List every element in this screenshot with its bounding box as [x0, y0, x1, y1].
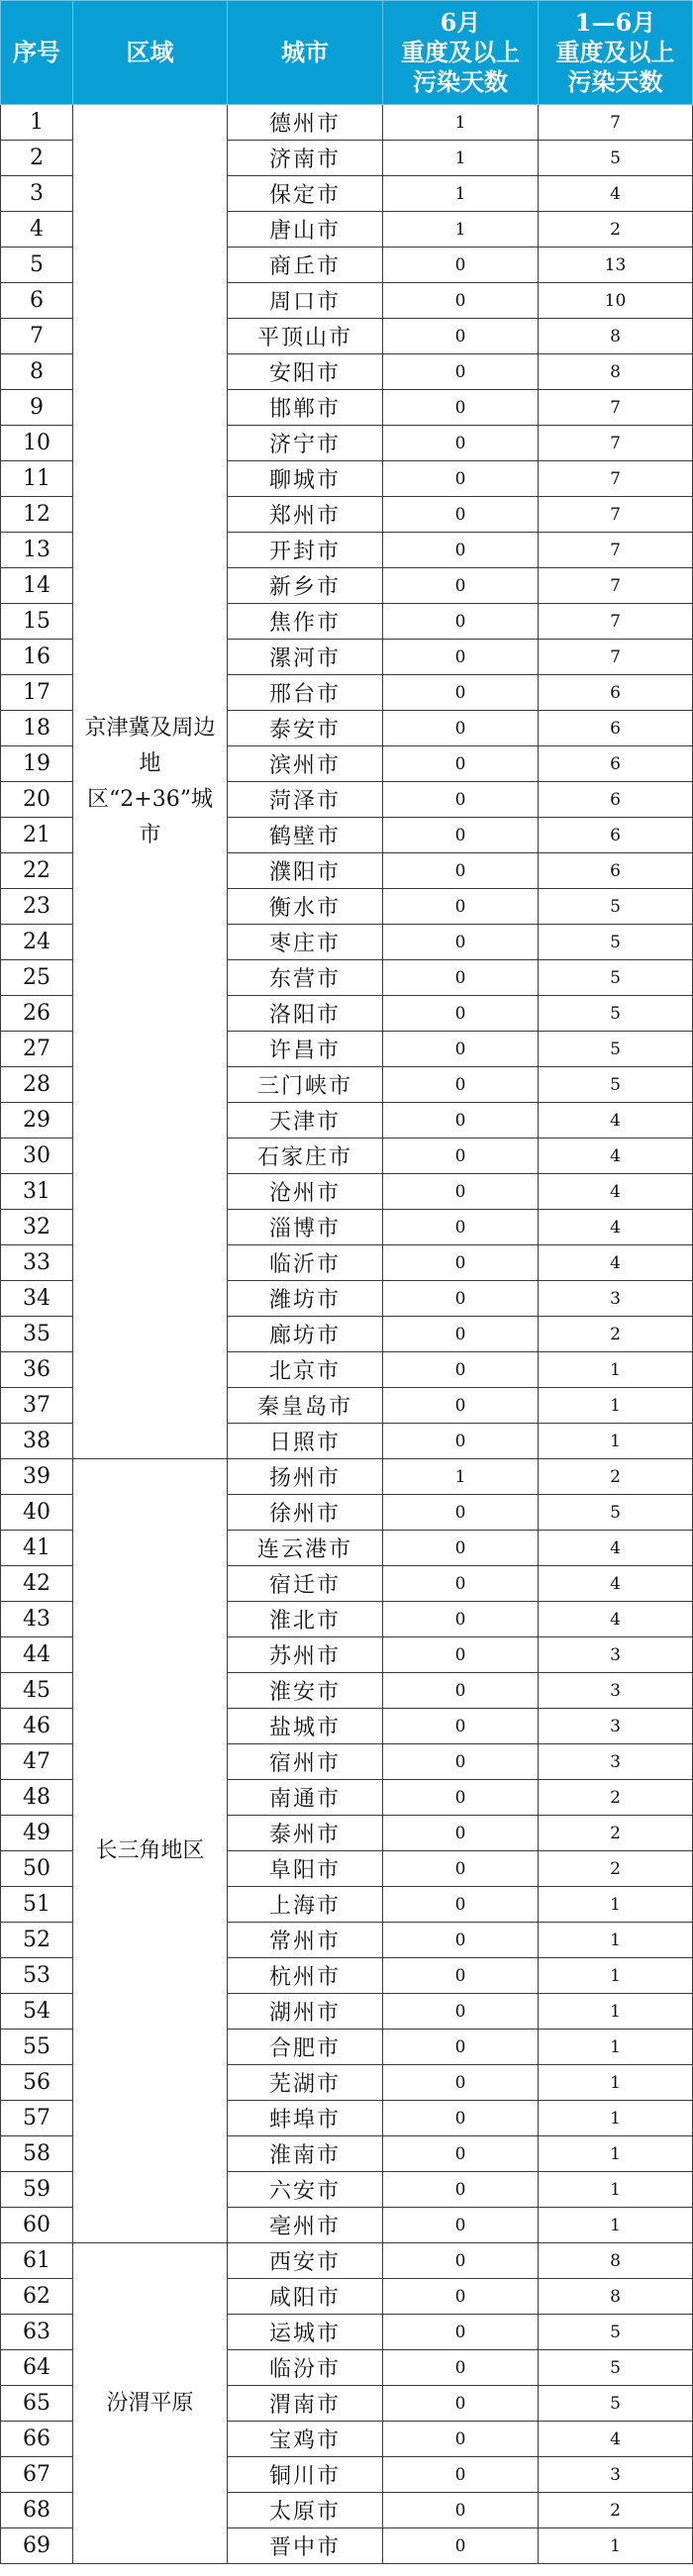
june-pollution-days: 0	[383, 1923, 539, 1958]
city-name: 淮北市	[228, 1602, 383, 1637]
june-pollution-days: 1	[383, 1459, 539, 1495]
june-pollution-days: 0	[383, 2457, 539, 2493]
city-name: 天津市	[228, 1103, 383, 1139]
row-number: 49	[1, 1816, 73, 1851]
city-name: 邢台市	[228, 675, 383, 711]
region-cell: 京津冀及周边地区“2+36”城市	[73, 105, 228, 1459]
june-pollution-days: 0	[383, 1673, 539, 1709]
row-number: 68	[1, 2493, 73, 2528]
row-number: 34	[1, 1281, 73, 1317]
city-name: 宿迁市	[228, 1566, 383, 1602]
city-name: 淄博市	[228, 1210, 383, 1245]
june-pollution-days: 0	[383, 1388, 539, 1424]
half-year-pollution-days: 7	[539, 533, 693, 568]
city-name: 六安市	[228, 2172, 383, 2208]
row-number: 28	[1, 1067, 73, 1103]
half-year-pollution-days: 6	[539, 746, 693, 782]
city-name: 阜阳市	[228, 1851, 383, 1887]
row-number: 2	[1, 141, 73, 176]
city-name: 上海市	[228, 1887, 383, 1923]
city-name: 东营市	[228, 960, 383, 996]
row-number: 62	[1, 2279, 73, 2315]
row-number: 64	[1, 2350, 73, 2386]
header-june-line-1: 6月	[440, 8, 481, 37]
june-pollution-days: 0	[383, 640, 539, 675]
june-pollution-days: 0	[383, 1174, 539, 1210]
half-year-pollution-days: 3	[539, 1281, 693, 1317]
half-year-pollution-days: 8	[539, 354, 693, 390]
row-number: 15	[1, 604, 73, 640]
june-pollution-days: 0	[383, 925, 539, 960]
june-pollution-days: 0	[383, 2208, 539, 2243]
june-pollution-days: 0	[383, 390, 539, 426]
row-number: 10	[1, 426, 73, 461]
row-number: 19	[1, 746, 73, 782]
header-row	[1, 1, 693, 105]
city-name: 平顶山市	[228, 319, 383, 354]
row-number: 21	[1, 818, 73, 853]
june-pollution-days: 0	[383, 889, 539, 925]
half-year-pollution-days: 4	[539, 1531, 693, 1566]
row-number: 23	[1, 889, 73, 925]
half-year-pollution-days: 10	[539, 283, 693, 319]
row-number: 67	[1, 2457, 73, 2493]
june-pollution-days: 0	[383, 2279, 539, 2315]
row-number: 50	[1, 1851, 73, 1887]
header-june-line-3: 污染天数	[413, 67, 508, 96]
row-number: 8	[1, 354, 73, 390]
row-number: 45	[1, 1673, 73, 1709]
row-number: 3	[1, 176, 73, 212]
row-number: 56	[1, 2065, 73, 2101]
half-year-pollution-days: 3	[539, 1744, 693, 1780]
row-number: 57	[1, 2101, 73, 2136]
city-name: 濮阳市	[228, 853, 383, 889]
city-name: 潍坊市	[228, 1281, 383, 1317]
june-pollution-days: 0	[383, 1887, 539, 1923]
june-pollution-days: 0	[383, 1780, 539, 1816]
june-pollution-days: 1	[383, 141, 539, 176]
half-year-pollution-days: 5	[539, 960, 693, 996]
row-number: 5	[1, 248, 73, 283]
city-name: 南通市	[228, 1780, 383, 1816]
city-name: 铜川市	[228, 2457, 383, 2493]
june-pollution-days: 0	[383, 283, 539, 319]
row-number: 37	[1, 1388, 73, 1424]
june-pollution-days: 0	[383, 2528, 539, 2564]
row-number: 35	[1, 1317, 73, 1352]
june-pollution-days: 0	[383, 426, 539, 461]
row-number: 54	[1, 1994, 73, 2030]
city-name: 济南市	[228, 141, 383, 176]
june-pollution-days: 0	[383, 248, 539, 283]
row-number: 4	[1, 212, 73, 248]
city-name: 泰安市	[228, 711, 383, 746]
june-pollution-days: 0	[383, 604, 539, 640]
table-body	[1, 105, 693, 2564]
header-region: 区域	[73, 1, 228, 105]
half-year-pollution-days: 2	[539, 2493, 693, 2528]
half-year-pollution-days: 7	[539, 426, 693, 461]
city-name: 洛阳市	[228, 996, 383, 1032]
row-number: 39	[1, 1459, 73, 1495]
half-year-pollution-days: 1	[539, 2172, 693, 2208]
row-number: 58	[1, 2136, 73, 2172]
june-pollution-days: 0	[383, 1495, 539, 1531]
city-name: 滨州市	[228, 746, 383, 782]
half-year-pollution-days: 5	[539, 2350, 693, 2386]
table-row	[1, 1459, 693, 1495]
city-name: 连云港市	[228, 1531, 383, 1566]
city-name: 宿州市	[228, 1744, 383, 1780]
city-name: 合肥市	[228, 2030, 383, 2065]
city-name: 扬州市	[228, 1459, 383, 1495]
half-year-pollution-days: 4	[539, 1139, 693, 1174]
city-name: 郑州市	[228, 497, 383, 533]
city-name: 廊坊市	[228, 1317, 383, 1352]
row-number: 52	[1, 1923, 73, 1958]
header-half-year	[539, 1, 693, 105]
half-year-pollution-days: 6	[539, 711, 693, 746]
city-name: 运城市	[228, 2315, 383, 2350]
june-pollution-days: 0	[383, 2422, 539, 2457]
june-pollution-days: 0	[383, 1245, 539, 1281]
row-number: 48	[1, 1780, 73, 1816]
june-pollution-days: 0	[383, 461, 539, 497]
city-name: 太原市	[228, 2493, 383, 2528]
june-pollution-days: 0	[383, 2172, 539, 2208]
half-year-pollution-days: 13	[539, 248, 693, 283]
city-name: 石家庄市	[228, 1139, 383, 1174]
half-year-pollution-days: 5	[539, 141, 693, 176]
row-number: 12	[1, 497, 73, 533]
row-number: 30	[1, 1139, 73, 1174]
june-pollution-days: 0	[383, 1994, 539, 2030]
june-pollution-days: 0	[383, 1851, 539, 1887]
june-pollution-days: 0	[383, 2386, 539, 2422]
header-city: 城市	[228, 1, 383, 105]
header-half-line-3: 污染天数	[567, 67, 663, 96]
city-name: 渭南市	[228, 2386, 383, 2422]
half-year-pollution-days: 2	[539, 1780, 693, 1816]
june-pollution-days: 0	[383, 568, 539, 604]
city-name: 亳州市	[228, 2208, 383, 2243]
row-number: 26	[1, 996, 73, 1032]
row-number: 11	[1, 461, 73, 497]
june-pollution-days: 0	[383, 319, 539, 354]
city-name: 商丘市	[228, 248, 383, 283]
region-cell: 长三角地区	[73, 1459, 228, 2243]
row-number: 41	[1, 1531, 73, 1566]
city-name: 保定市	[228, 176, 383, 212]
city-name: 焦作市	[228, 604, 383, 640]
row-number: 55	[1, 2030, 73, 2065]
row-number: 38	[1, 1424, 73, 1459]
row-number: 33	[1, 1245, 73, 1281]
june-pollution-days: 0	[383, 1210, 539, 1245]
city-name: 蚌埠市	[228, 2101, 383, 2136]
city-name: 淮安市	[228, 1673, 383, 1709]
city-name: 鹤壁市	[228, 818, 383, 853]
city-name: 苏州市	[228, 1637, 383, 1673]
half-year-pollution-days: 2	[539, 1851, 693, 1887]
row-number: 24	[1, 925, 73, 960]
june-pollution-days: 0	[383, 711, 539, 746]
half-year-pollution-days: 5	[539, 996, 693, 1032]
june-pollution-days: 0	[383, 996, 539, 1032]
june-pollution-days: 0	[383, 1067, 539, 1103]
half-year-pollution-days: 4	[539, 2422, 693, 2457]
june-pollution-days: 0	[383, 1709, 539, 1744]
row-number: 69	[1, 2528, 73, 2564]
row-number: 25	[1, 960, 73, 996]
city-name: 临沂市	[228, 1245, 383, 1281]
city-name: 宝鸡市	[228, 2422, 383, 2457]
city-name: 秦皇岛市	[228, 1388, 383, 1424]
row-number: 60	[1, 2208, 73, 2243]
half-year-pollution-days: 1	[539, 1388, 693, 1424]
half-year-pollution-days: 5	[539, 925, 693, 960]
city-name: 安阳市	[228, 354, 383, 390]
row-number: 29	[1, 1103, 73, 1139]
june-pollution-days: 0	[383, 2493, 539, 2528]
half-year-pollution-days: 1	[539, 2065, 693, 2101]
june-pollution-days: 0	[383, 746, 539, 782]
half-year-pollution-days: 8	[539, 2243, 693, 2279]
row-number: 9	[1, 390, 73, 426]
city-name: 泰州市	[228, 1816, 383, 1851]
half-year-pollution-days: 3	[539, 1709, 693, 1744]
table-row	[1, 2243, 693, 2279]
half-year-pollution-days: 1	[539, 2136, 693, 2172]
june-pollution-days: 1	[383, 212, 539, 248]
header-no: 序号	[1, 1, 73, 105]
city-name: 唐山市	[228, 212, 383, 248]
row-number: 16	[1, 640, 73, 675]
row-number: 1	[1, 105, 73, 141]
half-year-pollution-days: 1	[539, 1424, 693, 1459]
half-year-pollution-days: 1	[539, 1958, 693, 1994]
row-number: 32	[1, 1210, 73, 1245]
city-name: 晋中市	[228, 2528, 383, 2564]
half-year-pollution-days: 5	[539, 1495, 693, 1531]
city-name: 沧州市	[228, 1174, 383, 1210]
half-year-pollution-days: 7	[539, 497, 693, 533]
half-year-pollution-days: 6	[539, 782, 693, 818]
half-year-pollution-days: 7	[539, 461, 693, 497]
half-year-pollution-days: 4	[539, 176, 693, 212]
half-year-pollution-days: 1	[539, 2208, 693, 2243]
june-pollution-days: 0	[383, 1744, 539, 1780]
city-name: 三门峡市	[228, 1067, 383, 1103]
row-number: 31	[1, 1174, 73, 1210]
row-number: 22	[1, 853, 73, 889]
half-year-pollution-days: 5	[539, 2386, 693, 2422]
half-year-pollution-days: 1	[539, 1994, 693, 2030]
half-year-pollution-days: 5	[539, 889, 693, 925]
half-year-pollution-days: 1	[539, 2030, 693, 2065]
half-year-pollution-days: 2	[539, 212, 693, 248]
row-number: 53	[1, 1958, 73, 1994]
june-pollution-days: 0	[383, 818, 539, 853]
row-number: 14	[1, 568, 73, 604]
half-year-pollution-days: 8	[539, 319, 693, 354]
city-name: 常州市	[228, 1923, 383, 1958]
june-pollution-days: 0	[383, 1816, 539, 1851]
city-name: 盐城市	[228, 1709, 383, 1744]
city-name: 淮南市	[228, 2136, 383, 2172]
row-number: 66	[1, 2422, 73, 2457]
row-number: 44	[1, 1637, 73, 1673]
june-pollution-days: 0	[383, 2136, 539, 2172]
city-name: 枣庄市	[228, 925, 383, 960]
half-year-pollution-days: 6	[539, 853, 693, 889]
row-number: 27	[1, 1032, 73, 1067]
june-pollution-days: 0	[383, 1317, 539, 1352]
june-pollution-days: 0	[383, 2101, 539, 2136]
half-year-pollution-days: 6	[539, 818, 693, 853]
city-name: 杭州市	[228, 1958, 383, 1994]
half-year-pollution-days: 2	[539, 1317, 693, 1352]
city-name: 菏泽市	[228, 782, 383, 818]
half-year-pollution-days: 1	[539, 1887, 693, 1923]
city-name: 衡水市	[228, 889, 383, 925]
city-name: 德州市	[228, 105, 383, 141]
june-pollution-days: 0	[383, 2065, 539, 2101]
row-number: 18	[1, 711, 73, 746]
half-year-pollution-days: 3	[539, 2457, 693, 2493]
half-year-pollution-days: 7	[539, 640, 693, 675]
june-pollution-days: 0	[383, 533, 539, 568]
row-number: 59	[1, 2172, 73, 2208]
row-number: 43	[1, 1602, 73, 1637]
june-pollution-days: 0	[383, 675, 539, 711]
june-pollution-days: 0	[383, 2350, 539, 2386]
half-year-pollution-days: 8	[539, 2279, 693, 2315]
june-pollution-days: 0	[383, 1352, 539, 1388]
city-name: 许昌市	[228, 1032, 383, 1067]
row-number: 65	[1, 2386, 73, 2422]
city-name: 日照市	[228, 1424, 383, 1459]
june-pollution-days: 0	[383, 2243, 539, 2279]
row-number: 47	[1, 1744, 73, 1780]
june-pollution-days: 0	[383, 354, 539, 390]
city-name: 邯郸市	[228, 390, 383, 426]
june-pollution-days: 0	[383, 1566, 539, 1602]
header-june	[383, 1, 539, 105]
table-header	[1, 1, 693, 105]
half-year-pollution-days: 5	[539, 1067, 693, 1103]
half-year-pollution-days: 7	[539, 105, 693, 141]
half-year-pollution-days: 2	[539, 1816, 693, 1851]
half-year-pollution-days: 5	[539, 2315, 693, 2350]
row-number: 63	[1, 2315, 73, 2350]
header-half-line-2: 重度及以上	[555, 38, 675, 66]
row-number: 40	[1, 1495, 73, 1531]
half-year-pollution-days: 4	[539, 1103, 693, 1139]
june-pollution-days: 0	[383, 1281, 539, 1317]
half-year-pollution-days: 2	[539, 1459, 693, 1495]
region-cell: 汾渭平原	[73, 2243, 228, 2564]
row-number: 46	[1, 1709, 73, 1744]
half-year-pollution-days: 4	[539, 1602, 693, 1637]
half-year-pollution-days: 3	[539, 1673, 693, 1709]
june-pollution-days: 0	[383, 1637, 539, 1673]
half-year-pollution-days: 7	[539, 604, 693, 640]
june-pollution-days: 0	[383, 960, 539, 996]
june-pollution-days: 0	[383, 1424, 539, 1459]
half-year-pollution-days: 4	[539, 1245, 693, 1281]
half-year-pollution-days: 6	[539, 675, 693, 711]
row-number: 51	[1, 1887, 73, 1923]
half-year-pollution-days: 1	[539, 1923, 693, 1958]
june-pollution-days: 0	[383, 1531, 539, 1566]
half-year-pollution-days: 5	[539, 1032, 693, 1067]
city-name: 聊城市	[228, 461, 383, 497]
june-pollution-days: 0	[383, 1103, 539, 1139]
half-year-pollution-days: 4	[539, 1210, 693, 1245]
row-number: 13	[1, 533, 73, 568]
june-pollution-days: 0	[383, 1032, 539, 1067]
june-pollution-days: 0	[383, 1602, 539, 1637]
city-name: 临汾市	[228, 2350, 383, 2386]
city-name: 徐州市	[228, 1495, 383, 1531]
june-pollution-days: 0	[383, 1139, 539, 1174]
header-june-line-2: 重度及以上	[401, 38, 520, 66]
row-number: 42	[1, 1566, 73, 1602]
row-number: 6	[1, 283, 73, 319]
june-pollution-days: 1	[383, 176, 539, 212]
city-name: 漯河市	[228, 640, 383, 675]
row-number: 61	[1, 2243, 73, 2279]
city-name: 开封市	[228, 533, 383, 568]
city-name: 新乡市	[228, 568, 383, 604]
half-year-pollution-days: 7	[539, 568, 693, 604]
june-pollution-days: 0	[383, 2030, 539, 2065]
half-year-pollution-days: 4	[539, 1174, 693, 1210]
half-year-pollution-days: 1	[539, 2528, 693, 2564]
row-number: 36	[1, 1352, 73, 1388]
june-pollution-days: 0	[383, 782, 539, 818]
city-name: 北京市	[228, 1352, 383, 1388]
june-pollution-days: 0	[383, 2315, 539, 2350]
june-pollution-days: 1	[383, 105, 539, 141]
half-year-pollution-days: 3	[539, 1637, 693, 1673]
june-pollution-days: 0	[383, 497, 539, 533]
half-year-pollution-days: 7	[539, 390, 693, 426]
table-row	[1, 105, 693, 141]
header-half-line-1: 1—6月	[574, 8, 656, 37]
city-name: 周口市	[228, 283, 383, 319]
city-name: 西安市	[228, 2243, 383, 2279]
city-name: 济宁市	[228, 426, 383, 461]
half-year-pollution-days: 1	[539, 1352, 693, 1388]
city-name: 芜湖市	[228, 2065, 383, 2101]
half-year-pollution-days: 1	[539, 2101, 693, 2136]
city-name: 湖州市	[228, 1994, 383, 2030]
june-pollution-days: 0	[383, 853, 539, 889]
row-number: 20	[1, 782, 73, 818]
row-number: 7	[1, 319, 73, 354]
june-pollution-days: 0	[383, 1958, 539, 1994]
row-number: 17	[1, 675, 73, 711]
half-year-pollution-days: 4	[539, 1566, 693, 1602]
city-name: 咸阳市	[228, 2279, 383, 2315]
